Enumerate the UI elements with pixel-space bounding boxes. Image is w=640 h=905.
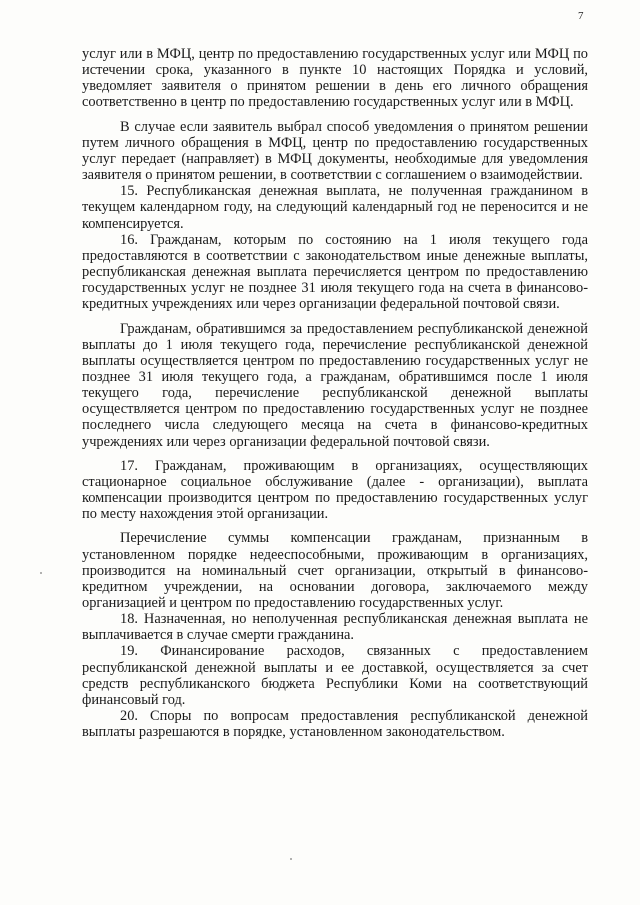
paragraph-item-19: 19. Финансирование расходов, связанных с предоставлением республиканской денежной выплаты и ее доставкой, осуществляется за счет средств республиканского бюджета Республики Коми на соответствующий финансовый год. <box>82 643 588 708</box>
scan-speck <box>290 858 292 860</box>
paragraph-item-20: 20. Споры по вопросам предоставления республиканской денежной выплаты разрешаются в порядке, установленном законодательством. <box>82 708 588 741</box>
paragraph-item-16-continued: Гражданам, обратившимся за предоставлением республиканской денежной выплаты до 1 июля текущего года, перечисление республиканской денежной выплаты осуществляется центром по предоставлению государственных услуг не позднее 31 июля текущего года, а гражданам, обратившимся после 1 июля текущего года, перечисление республиканской денежной выплаты осуществляется центром по предоставлению государственных услуг не позднее последнего числа следующего месяца на счета в финансово-кредитных учреждениях или через организации федеральной почтовой связи. <box>82 320 588 450</box>
paragraph-item-16: 16. Гражданам, которым по состоянию на 1 июля текущего года предоставляются в соответствии с законодательством иные денежные выплаты, республиканская денежная выплата перечисляется центром по предоставлению государственных услуг не позднее 31 июля текущего года на счета в финансово-кредитных учреждениях или через организации федеральной почтовой связи. <box>82 231 588 313</box>
paragraph-item-18: 18. Назначенная, но неполученная республиканская денежная выплата не выплачивается в случае смерти гражданина. <box>82 611 588 644</box>
document-body <box>82 46 588 740</box>
paragraph-item-15: 15. Республиканская денежная выплата, не полученная гражданином в текущем календарном году, на следующий календарный год не переносится и не компенсируется. <box>82 183 588 232</box>
scan-speck <box>40 572 42 574</box>
paragraph-item-17-continued: Перечисление суммы компенсации гражданам, признанным в установленном порядке недееспособными, проживающим в организациях, производится на номинальный счет организации, открытый в финансово-кредитном учреждении, на основании договора, заключаемого между организацией и центром по предоставлению государственных услуг. <box>82 530 588 611</box>
paragraph-notification-mfc: В случае если заявитель выбрал способ уведомления о принятом решении путем личного обращения в МФЦ, центр по предоставлению государственных услуг передает (направляет) в МФЦ документы, необходимые для уведомления заявителя о принятом решении, в соответствии с соглашением о взаимодействии. <box>82 118 588 184</box>
page-number: 7 <box>578 10 584 22</box>
paragraph-item-17: 17. Гражданам, проживающим в организациях, осуществляющих стационарное социальное обслуживание (далее - организации), выплата компенсации производится центром по предоставлению государственных услуг по месту нахождения этой организации. <box>82 457 588 523</box>
paragraph-continuation: услуг или в МФЦ, центр по предоставлению государственных услуг или МФЦ по истечении срока, указанного в пункте 10 настоящих Порядка и условий, уведомляет заявителя о принятом решении в день его личного обращения соответственно в центр по предоставлению государственных услуг или в МФЦ. <box>82 46 588 111</box>
